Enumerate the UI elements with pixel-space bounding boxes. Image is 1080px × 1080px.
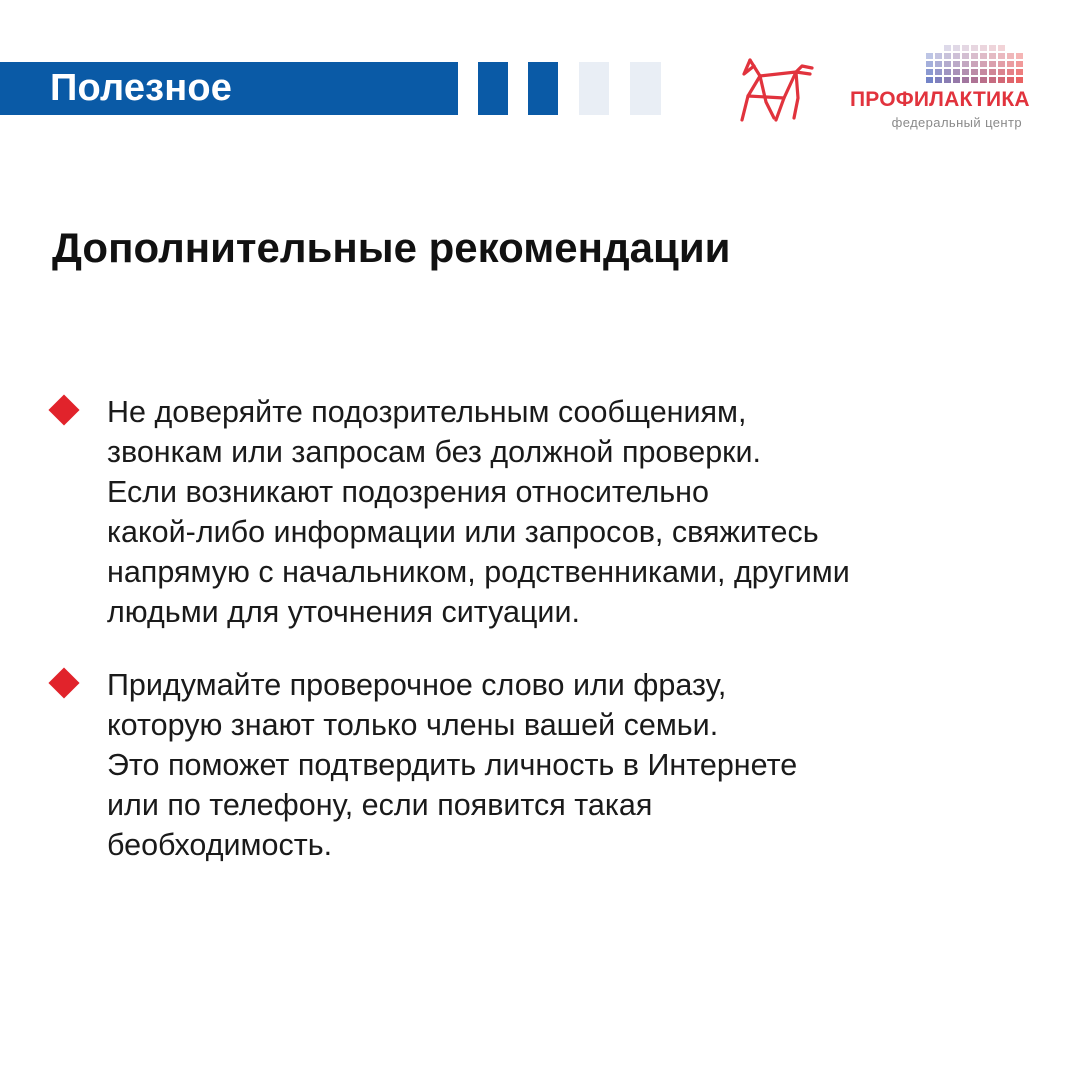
logo-grid-cell: [1016, 69, 1023, 75]
logo-grid-cell: [980, 61, 987, 67]
logo-grid-cell: [980, 45, 987, 51]
logo-grid-cell: [935, 53, 942, 59]
recommendation-line: Придумайте проверочное слово или фразу,: [107, 668, 727, 702]
recommendation-line: Если возникают подозрения относительно: [107, 475, 709, 509]
logo-grid-cell: [962, 53, 969, 59]
logo-grid-cell: [998, 53, 1005, 59]
logo-grid-cell: [1016, 53, 1023, 59]
stylized-horse-emblem-icon: [736, 52, 816, 124]
logo-grid-cell: [926, 69, 933, 75]
logo-grid-cell: [944, 69, 951, 75]
recommendation-line: Не доверяйте подозрительным сообщениям,: [107, 395, 747, 429]
logo-grid-cell: [926, 61, 933, 67]
logo-grid-cell: [1007, 69, 1014, 75]
logo-grid-cell: [998, 69, 1005, 75]
logo-grid-cell: [989, 77, 996, 83]
logo-grid-cell: [962, 69, 969, 75]
logo-grid-cell: [998, 77, 1005, 83]
logo-grid-cell: [980, 69, 987, 75]
logo-grid-cell: [962, 77, 969, 83]
recommendation-line: или по телефону, если появится такая: [107, 788, 653, 822]
logo-grid-cell: [971, 77, 978, 83]
recommendation-line: напрямую с начальником, родственниками, другими: [107, 555, 850, 589]
header-stripe: [630, 62, 661, 115]
header-stripe: [528, 62, 558, 115]
logo-grid-icon: [926, 45, 1026, 85]
logo-grid-cell: [1007, 53, 1014, 59]
logo-grid-cell: [953, 61, 960, 67]
recommendation-line: людьми для уточнения ситуации.: [107, 595, 580, 629]
logo-grid-cell: [935, 61, 942, 67]
logo-grid-cell: [1007, 61, 1014, 67]
logo-grid-cell: [971, 53, 978, 59]
logo-grid-cell: [953, 69, 960, 75]
logo-grid-cell: [953, 53, 960, 59]
logo-grid-cell: [926, 53, 933, 59]
logo-grid-cell: [998, 61, 1005, 67]
logo-grid-cell: [1016, 61, 1023, 67]
logo-grid-cell: [962, 61, 969, 67]
header-stripe: [478, 62, 508, 115]
logo-grid-cell: [953, 45, 960, 51]
logo-grid-cell: [935, 77, 942, 83]
logo-grid-cell: [962, 45, 969, 51]
recommendation-line: Это поможет подтвердить личность в Интернете: [107, 748, 798, 782]
diamond-bullet-icon: [48, 394, 79, 425]
logo-subtitle: федеральный центр: [891, 115, 1022, 130]
logo-grid-cell: [980, 77, 987, 83]
header-stripe: [579, 62, 609, 115]
logo-grid-cell: [998, 45, 1005, 51]
logo-grid-cell: [926, 77, 933, 83]
logo-grid-cell: [935, 69, 942, 75]
logo-grid-cell: [989, 61, 996, 67]
recommendation-line: звонкам или запросам без должной проверки.: [107, 435, 762, 469]
logo-name: ПРОФИЛАКТИКА: [850, 88, 1030, 111]
logo-grid-cell: [1007, 77, 1014, 83]
logo-grid-cell: [971, 45, 978, 51]
logo-grid-cell: [953, 77, 960, 83]
logo-grid-cell: [971, 61, 978, 67]
logo-grid-cell: [1016, 77, 1023, 83]
logo-grid-cell: [944, 61, 951, 67]
logo-grid-cell: [989, 69, 996, 75]
logo-grid-cell: [989, 53, 996, 59]
diamond-bullet-icon: [48, 667, 79, 698]
page-title: Дополнительные рекомендации: [52, 224, 731, 271]
section-label: Полезное: [50, 67, 233, 109]
logo-grid-cell: [944, 53, 951, 59]
logo-grid-cell: [980, 53, 987, 59]
logo-grid-cell: [944, 45, 951, 51]
logo-grid-cell: [971, 69, 978, 75]
recommendation-line: какой-либо информации или запросов, свяжитесь: [107, 515, 819, 549]
logo-grid-cell: [989, 45, 996, 51]
logo-grid-cell: [944, 77, 951, 83]
recommendation-line: которую знают только члены вашей семьи.: [107, 708, 719, 742]
recommendation-line: беобходимость.: [107, 828, 333, 862]
